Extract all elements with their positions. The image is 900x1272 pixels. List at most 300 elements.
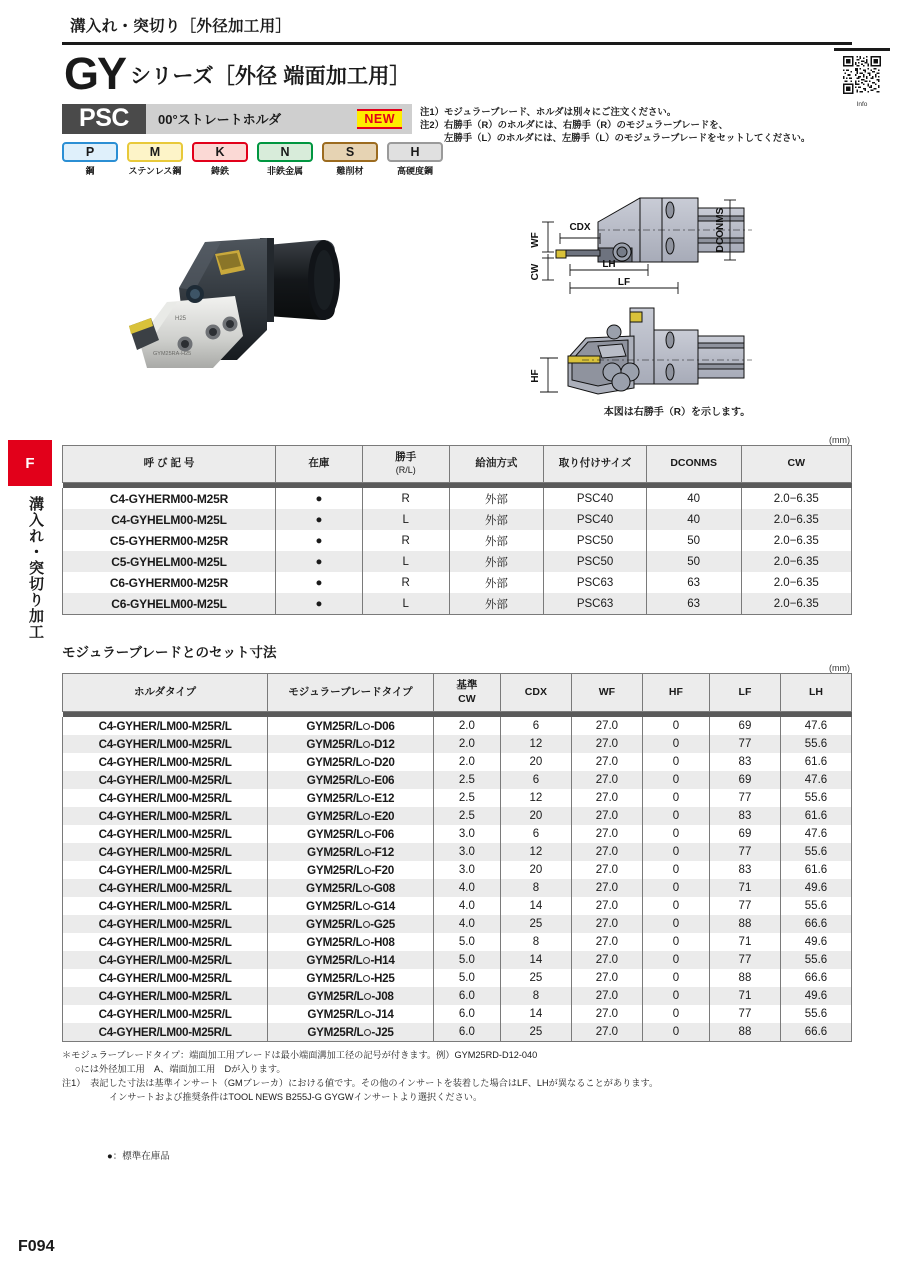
cell-wf: 27.0 [571,735,642,753]
label-lf: LF [617,276,631,288]
circle-placeholder-icon [363,939,370,946]
cell-hf: 0 [642,861,709,879]
cell-lh: 55.6 [780,1005,851,1023]
blade-table-body [63,717,852,1042]
material-label-k: 鋳鉄 [210,165,229,176]
cell-size: PSC63 [544,572,647,593]
circle-placeholder-icon [363,903,370,910]
cell-cdx: 12 [500,735,571,753]
product-photo [117,190,387,390]
circle-placeholder-icon [363,723,370,730]
figure-caption: 本図は右勝手（R）を示します。 [603,406,751,418]
cell-holder: C4-GYHER/LM00-M25R/L [63,897,268,915]
cell-hf: 0 [642,843,709,861]
label-dconms: DCONMS [715,207,726,252]
cell-blade-type: GYM25R/L -H25 [268,969,434,987]
cell-holder: C4-GYHER/LM00-M25R/L [63,969,268,987]
cell-wf: 27.0 [571,915,642,933]
cell-lf: 83 [709,861,780,879]
cell-cw: 3.0 [433,843,500,861]
cell-lh: 61.6 [780,861,851,879]
circle-placeholder-icon [363,795,370,802]
cell-cw: 6.0 [433,987,500,1005]
cell-lh: 47.6 [780,717,851,735]
blade-table [62,673,852,1042]
cell-hf: 0 [642,879,709,897]
cell-cw: 2.5 [433,807,500,825]
cell-cdx: 20 [500,861,571,879]
cell-holder: C4-GYHER/LM00-M25R/L [63,1023,268,1042]
cell-cw: 2.0−6.35 [741,530,852,551]
cell-holder: C4-GYHER/LM00-M25R/L [63,771,268,789]
cell-cdx: 6 [500,717,571,735]
cell-wf: 27.0 [571,987,642,1005]
cell-wf: 27.0 [571,933,642,951]
cell-blade-type: GYM25R/L -F20 [268,861,434,879]
cell-stock: ● [276,572,363,593]
circle-placeholder-icon [363,777,370,784]
cell-dconms: 63 [646,572,741,593]
cell-cw: 2.0 [433,717,500,735]
spec-col-size: 取り付けサイズ [544,445,647,482]
cell-coolant: 外部 [449,551,544,572]
cell-blade-type: GYM25R/L -G08 [268,879,434,897]
material-code-s: S [322,142,378,162]
material-chip-n [257,142,313,177]
cell-lf: 69 [709,771,780,789]
cell-stock: ● [276,551,363,572]
cell-cw: 4.0 [433,897,500,915]
cell-cw: 2.0−6.35 [741,593,852,615]
cell-lh: 55.6 [780,735,851,753]
blade-col-cw-top: 基準 [456,679,478,692]
cell-blade-type: GYM25R/L -E06 [268,771,434,789]
cell-size: PSC63 [544,593,647,615]
blade-col-hf: HF [642,674,709,711]
cell-lf: 71 [709,987,780,1005]
dimension-diagram [502,180,852,430]
psc-badge: PSC [62,104,146,134]
circle-placeholder-icon [364,867,371,874]
psc-note-2: 注2）右勝手（R）のホルダには、右勝手（R）のモジュラーブレードを、 [420,119,728,131]
cell-lf: 88 [709,915,780,933]
cell-blade-type: GYM25R/L -H08 [268,933,434,951]
cell-cw: 2.0−6.35 [741,572,852,593]
cell-cdx: 12 [500,843,571,861]
material-chip-h [387,142,443,177]
cell-size: PSC40 [544,488,647,509]
cell-cw: 2.0−6.35 [741,551,852,572]
cell-hf: 0 [642,807,709,825]
cell-holder: C4-GYHER/LM00-M25R/L [63,735,268,753]
cell-holder: C4-GYHER/LM00-M25R/L [63,987,268,1005]
qr-block [834,48,890,108]
section-tab-f [8,440,52,486]
blade-col-wf: WF [571,674,642,711]
cell-lh: 66.6 [780,915,851,933]
table-row [63,551,852,572]
cell-lf: 88 [709,1023,780,1042]
cell-lf: 71 [709,933,780,951]
table-row [63,789,852,807]
cell-lh: 47.6 [780,771,851,789]
table-row [63,771,852,789]
cell-cdx: 6 [500,771,571,789]
blade-col-lf: LF [709,674,780,711]
material-code-m: M [127,142,183,162]
cell-lh: 49.6 [780,933,851,951]
svg-text:H25: H25 [175,315,187,322]
material-label-h: 高硬度鋼 [396,165,433,176]
cell-cw: 5.0 [433,969,500,987]
footnote-note1: 注1） 表記した寸法は基準インサート（GMブレーカ）における値です。その他のインサートを装着した場合はLF、LHが異なることがあります。 [62,1077,659,1088]
cell-cdx: 6 [500,825,571,843]
svg-text:GYM25RA-H25: GYM25RA-H25 [153,350,192,357]
series-heading [62,45,852,100]
cell-lf: 71 [709,879,780,897]
cell-hf: 0 [642,951,709,969]
cell-lh: 55.6 [780,897,851,915]
cell-holder: C4-GYHER/LM00-M25R/L [63,933,268,951]
circle-placeholder-icon [364,1029,371,1036]
material-chip-row [62,142,852,177]
cell-stock: ● [276,509,363,530]
cell-dconms: 50 [646,551,741,572]
cell-coolant: 外部 [449,572,544,593]
cell-hf: 0 [642,789,709,807]
cell-cdx: 20 [500,753,571,771]
cell-coolant: 外部 [449,509,544,530]
cell-name: C4-GYHERM00-M25R [63,488,276,509]
label-lh: LH [602,258,616,270]
cell-stock: ● [276,488,363,509]
cell-cw: 5.0 [433,951,500,969]
material-code-p: P [62,142,118,162]
circle-placeholder-icon [363,741,370,748]
cell-hf: 0 [642,825,709,843]
table-row [63,717,852,735]
cell-holder: C4-GYHER/LM00-M25R/L [63,825,268,843]
cell-lf: 77 [709,843,780,861]
footnote-star: ＊モジュラーブレードタイプ：端面加工用ブレードは最小端面溝加工径の記号が付きます。例）GYM25RD-D12-040 [62,1050,538,1061]
cell-cdx: 8 [500,879,571,897]
label-hf: HF [530,369,541,383]
cell-lh: 61.6 [780,753,851,771]
cell-hand: R [362,530,449,551]
cell-name: C6-GYHELM00-M25L [63,593,276,615]
material-chip-p [62,142,118,177]
cell-blade-type: GYM25R/L -F12 [268,843,434,861]
circle-placeholder-icon [364,849,371,856]
series-code: GY [64,48,126,99]
table-row [63,1023,852,1042]
cell-cdx: 8 [500,933,571,951]
spec-col-hand-main: 勝手 [395,450,417,463]
cell-lh: 55.6 [780,951,851,969]
cell-cdx: 12 [500,789,571,807]
cell-wf: 27.0 [571,771,642,789]
cell-wf: 27.0 [571,879,642,897]
cell-holder: C4-GYHER/LM00-M25R/L [63,789,268,807]
cell-stock: ● [276,593,363,615]
table-row [63,915,852,933]
cell-wf: 27.0 [571,1005,642,1023]
cell-name: C4-GYHELM00-M25L [63,509,276,530]
cell-lh: 47.6 [780,825,851,843]
table-row [63,843,852,861]
material-chip-k [192,142,248,177]
cell-blade-type: GYM25R/L -D06 [268,717,434,735]
cell-lf: 69 [709,825,780,843]
cell-holder: C4-GYHER/LM00-M25R/L [63,753,268,771]
cell-stock: ● [276,530,363,551]
cell-cw: 2.0−6.35 [741,509,852,530]
table-row [63,530,852,551]
blade-section-title: モジュラーブレードとのセット寸法 [62,645,277,661]
table-row [63,879,852,897]
cell-lf: 88 [709,969,780,987]
table-row [63,861,852,879]
breadcrumb: 溝入れ・突切り［外径加工用］ [70,18,292,35]
cell-hf: 0 [642,933,709,951]
cell-cdx: 25 [500,1023,571,1042]
cell-hf: 0 [642,717,709,735]
cell-hf: 0 [642,1023,709,1042]
footnote-note1b: インサートおよび推奨条件はTOOL NEWS B255J-G GYGWインサートより選択ください。 [109,1091,483,1102]
label-cw: CW [530,263,541,281]
psc-note-2b: 左勝手（L）のホルダには、左勝手（L）のモジュラーブレードをセットしてください。 [444,132,811,144]
page-number: F094 [18,1238,55,1255]
cell-holder: C4-GYHER/LM00-M25R/L [63,717,268,735]
cell-cdx: 20 [500,807,571,825]
cell-blade-type: GYM25R/L -J14 [268,1005,434,1023]
circle-placeholder-icon [363,975,370,982]
label-cdx: CDX [569,221,591,233]
cell-cw: 6.0 [433,1023,500,1042]
footnote-stock-legend: ●：標準在庫品 [107,1151,170,1163]
material-code-n: N [257,142,313,162]
cell-blade-type: GYM25R/L -F06 [268,825,434,843]
material-label-n: 非鉄金属 [266,165,303,176]
spec-col-hand [362,445,449,482]
blade-header-row [63,674,852,711]
footnote-star-sub: ○には外径加工用 A、端面加工用 Dが入ります。 [75,1063,286,1074]
cell-hand: R [362,488,449,509]
material-code-k: K [192,142,248,162]
cell-blade-type: GYM25R/L -J25 [268,1023,434,1042]
table-row [63,509,852,530]
cell-wf: 27.0 [571,843,642,861]
cell-cw: 2.5 [433,771,500,789]
cell-holder: C4-GYHER/LM00-M25R/L [63,807,268,825]
circle-placeholder-icon [364,993,371,1000]
circle-placeholder-icon [363,921,370,928]
table-row [63,933,852,951]
cell-cw: 2.0 [433,753,500,771]
cell-cw: 2.5 [433,789,500,807]
spec-col-cw: CW [741,445,852,482]
material-code-h: H [387,142,443,162]
cell-lh: 49.6 [780,879,851,897]
table-row [63,987,852,1005]
cell-wf: 27.0 [571,717,642,735]
cell-hand: L [362,593,449,615]
cell-lf: 77 [709,789,780,807]
table-row [63,735,852,753]
cell-cw: 3.0 [433,825,500,843]
cell-holder: C4-GYHER/LM00-M25R/L [63,879,268,897]
table-row [63,807,852,825]
blade-col-lh: LH [780,674,851,711]
blade-col-cdx: CDX [500,674,571,711]
cell-hand: L [362,551,449,572]
cell-hf: 0 [642,915,709,933]
cell-cw: 5.0 [433,933,500,951]
cell-cdx: 14 [500,1005,571,1023]
blade-unit: (mm) [829,663,850,674]
cell-hand: R [362,572,449,593]
cell-hf: 0 [642,771,709,789]
cell-hf: 0 [642,969,709,987]
cell-blade-type: GYM25R/L -E20 [268,807,434,825]
spec-table-body [63,488,852,615]
spec-header-row [63,445,852,482]
cell-wf: 27.0 [571,1023,642,1042]
cell-cdx: 25 [500,969,571,987]
label-wf: WF [530,231,541,248]
cell-lh: 66.6 [780,1023,851,1042]
blade-col-cw-bottom: CW [458,692,476,705]
circle-placeholder-icon [364,1011,371,1018]
material-chip-s [322,142,378,177]
circle-placeholder-icon [364,831,371,838]
circle-placeholder-icon [363,759,370,766]
qr-code-icon[interactable] [843,56,881,94]
cell-cw: 6.0 [433,1005,500,1023]
cell-coolant: 外部 [449,593,544,615]
material-label-s: 難削材 [336,165,364,176]
cell-hf: 0 [642,987,709,1005]
cell-hf: 0 [642,753,709,771]
cell-wf: 27.0 [571,789,642,807]
cell-cw: 3.0 [433,861,500,879]
cell-cw: 4.0 [433,915,500,933]
spec-unit: (mm) [829,434,850,445]
spec-col-name: 呼 び 記 号 [63,445,276,482]
qr-caption: Info [856,101,868,108]
cell-cdx: 14 [500,897,571,915]
table-row [63,1005,852,1023]
circle-placeholder-icon [363,813,370,820]
circle-placeholder-icon [363,957,370,964]
cell-hand: L [362,509,449,530]
cell-dconms: 40 [646,509,741,530]
cell-hf: 0 [642,735,709,753]
cell-wf: 27.0 [571,825,642,843]
cell-coolant: 外部 [449,530,544,551]
cell-lh: 49.6 [780,987,851,1005]
cell-lf: 77 [709,735,780,753]
cell-blade-type: GYM25R/L -J08 [268,987,434,1005]
table-row [63,488,852,509]
psc-notes [412,104,852,144]
cell-blade-type: GYM25R/L -D12 [268,735,434,753]
cell-wf: 27.0 [571,861,642,879]
cell-dconms: 63 [646,593,741,615]
new-badge: NEW [357,109,402,129]
cell-cdx: 14 [500,951,571,969]
cell-wf: 27.0 [571,897,642,915]
cell-blade-type: GYM25R/L -G14 [268,897,434,915]
table-row [63,969,852,987]
spec-col-coolant: 給油方式 [449,445,544,482]
page-content [62,0,852,1165]
cell-lh: 55.6 [780,843,851,861]
cell-size: PSC50 [544,551,647,572]
cell-holder: C4-GYHER/LM00-M25R/L [63,915,268,933]
table-row [63,825,852,843]
cell-holder: C4-GYHER/LM00-M25R/L [63,1005,268,1023]
cell-cw: 2.0 [433,735,500,753]
cell-holder: C4-GYHER/LM00-M25R/L [63,861,268,879]
spec-col-stock: 在庫 [276,445,363,482]
cell-cdx: 8 [500,987,571,1005]
table-row [63,572,852,593]
spec-col-hand-sub: (R/L) [395,464,416,475]
cell-blade-type: GYM25R/L -H14 [268,951,434,969]
cell-lf: 83 [709,807,780,825]
cell-blade-type: GYM25R/L -G25 [268,915,434,933]
cell-dconms: 40 [646,488,741,509]
psc-holder-type: 00°ストレートホルダ [158,112,282,128]
psc-note-1: 注1）モジュラーブレード、ホルダは別々にご注文ください。 [420,105,677,117]
cell-size: PSC40 [544,509,647,530]
cell-lf: 77 [709,1005,780,1023]
table-row [63,897,852,915]
cell-cdx: 25 [500,915,571,933]
figure-area [62,185,852,435]
psc-holder-type-bar [146,104,412,134]
circle-placeholder-icon [363,885,370,892]
cell-lf: 77 [709,951,780,969]
table-row [63,753,852,771]
cell-name: C5-GYHELM00-M25L [63,551,276,572]
cell-name: C5-GYHERM00-M25R [63,530,276,551]
cell-cw: 2.0−6.35 [741,488,852,509]
material-chip-m [127,142,183,177]
cell-lh: 55.6 [780,789,851,807]
cell-lh: 66.6 [780,969,851,987]
cell-blade-type: GYM25R/L -E12 [268,789,434,807]
blade-col-holder: ホルダタイプ [63,674,268,711]
cell-lh: 61.6 [780,807,851,825]
blade-col-cw [433,674,500,711]
material-label-p: 鋼 [85,165,95,176]
section-vertical-label: 溝入れ・突切り加工 [27,496,44,640]
cell-coolant: 外部 [449,488,544,509]
table-row [63,593,852,615]
cell-wf: 27.0 [571,969,642,987]
blade-col-blade: モジュラーブレードタイプ [268,674,434,711]
material-label-m: ステンレス鋼 [128,165,182,176]
cell-cw: 4.0 [433,879,500,897]
series-subtitle: シリーズ［外径 端面加工用］ [130,64,411,88]
cell-wf: 27.0 [571,807,642,825]
cell-lf: 77 [709,897,780,915]
footnotes [62,1049,852,1164]
spec-col-dconms: DCONMS [646,445,741,482]
cell-hf: 0 [642,897,709,915]
